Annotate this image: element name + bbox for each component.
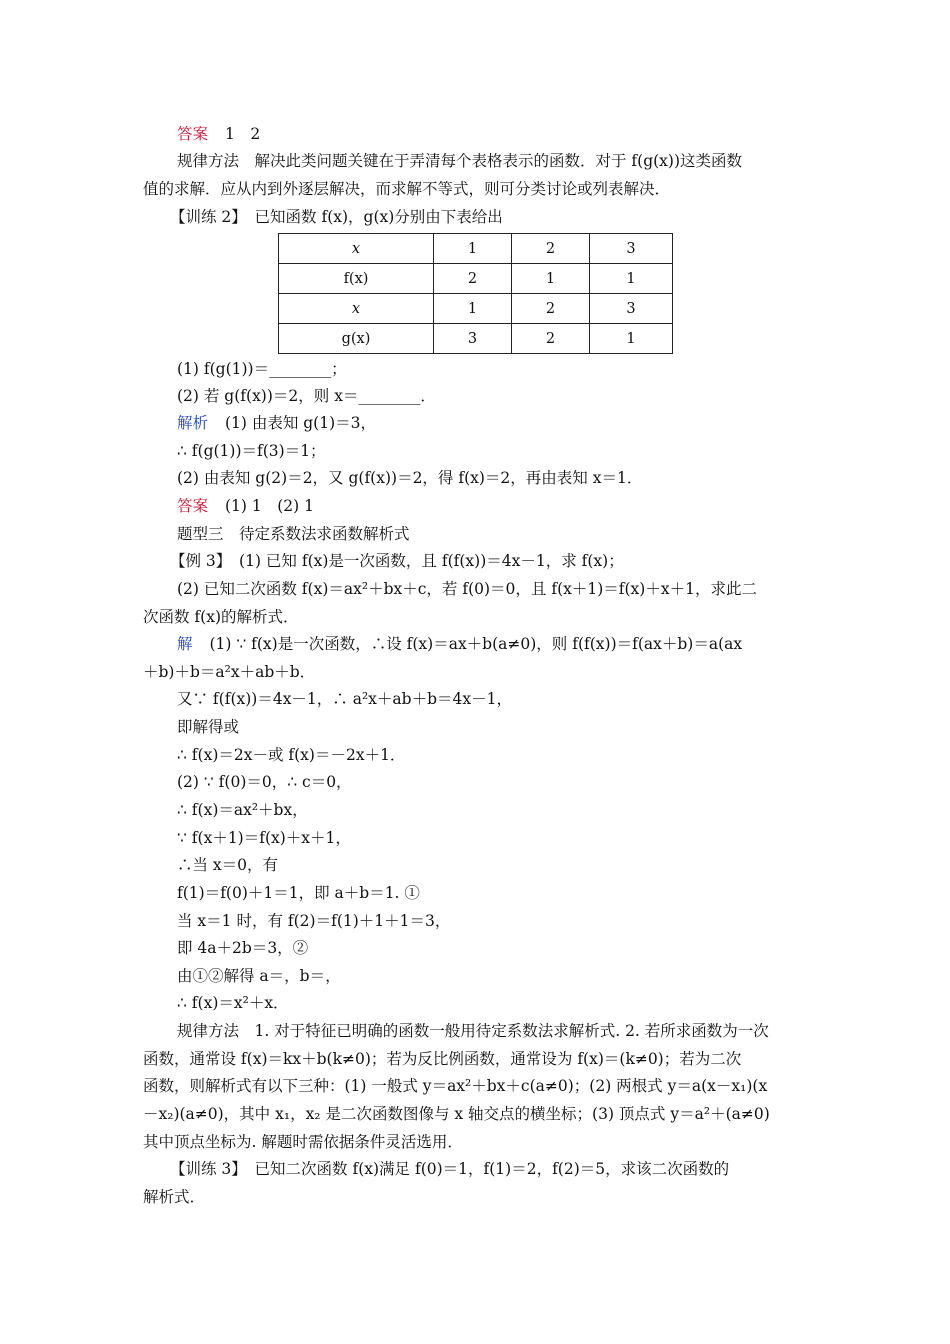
- exercise-3-cont: 解析式．: [143, 1188, 206, 1206]
- method-2-line-1: 规律方法 1. 对于特征已明确的函数一般用待定系数法求解析式. 2. 若所求函数为一次: [177, 1022, 769, 1040]
- solution-line-8: ∵ f(x＋1)＝f(x)＋x＋1，: [177, 829, 351, 847]
- method-2-line-2: 函数，通常设 f(x)＝kx＋b(k≠0)；若为反比例函数，通常设为 f(x)＝(k≠0)；若为二次: [143, 1050, 742, 1068]
- method-2-line-4: －x₂)(a≠0)，其中 x₁，x₂ 是二次函数图像与 x 轴交点的横坐标；(3) 顶点式 y＝a²＋(a≠0): [143, 1105, 770, 1123]
- solution-line-1: [177, 634, 742, 654]
- section-heading: 题型三 待定系数法求函数解析式: [177, 525, 410, 543]
- solution-line-10: f(1)＝f(0)＋1＝1，即 a＋b＝1. ①: [177, 884, 420, 902]
- table-row: [279, 264, 673, 294]
- example-3-part-2: (2) 已知二次函数 f(x)＝ax²＋bx＋c，若 f(0)＝0，且 f(x＋1)＝f(x)＋x＋1，求此二: [177, 580, 757, 598]
- answer-line-2: [177, 496, 314, 516]
- analysis-label: 解析: [177, 414, 209, 432]
- table-cell: 3: [434, 324, 512, 354]
- exercise-2-heading: 【训练 2】 已知函数 f(x)，g(x)分别由下表给出: [170, 208, 503, 226]
- table-cell: x: [279, 294, 434, 324]
- table-row: [279, 234, 673, 264]
- solution-text: (1) ∵ f(x)是一次函数，∴设 f(x)＝ax＋b(a≠0)，则 f(f(x))＝f(ax＋b)＝a(ax: [209, 635, 743, 653]
- question-1: (1) f(g(1))＝________；: [177, 360, 347, 378]
- solution-line-9: ∴当 x＝0，有: [177, 856, 279, 874]
- table-cell: 1: [434, 294, 512, 324]
- example-3-part-2-cont: 次函数 f(x)的解析式．: [143, 608, 299, 626]
- solution-line-3: 又∵ f(f(x))＝4x－1，∴ a²x＋ab＋b＝4x－1，: [177, 690, 512, 708]
- table-cell: 1: [590, 324, 673, 354]
- solution-line-14: ∴ f(x)＝x²＋x．: [177, 994, 289, 1012]
- example-3-heading: 【例 3】 (1) 已知 f(x)是一次函数，且 f(f(x))＝4x－1，求 f(x)；: [170, 552, 624, 570]
- table-cell: 1: [512, 264, 590, 294]
- solution-line-11: 当 x＝1 时，有 f(2)＝f(1)＋1＋1＝3，: [177, 912, 451, 930]
- solution-line-4: 即解得或: [177, 718, 240, 736]
- solution-line-2: ＋b)＋b＝a²x＋ab＋b．: [143, 663, 316, 681]
- table-cell: 3: [590, 294, 673, 324]
- method-text-2: 值的求解．应从内到外逐层解决，而求解不等式，则可分类讨论或列表解决．: [143, 180, 671, 198]
- analysis-line-2: ∴ f(g(1))＝f(3)＝1；: [177, 442, 326, 460]
- analysis-line-3: (2) 由表知 g(2)＝2，又 g(f(x))＝2，得 f(x)＝2，再由表知 x＝1．: [177, 469, 643, 487]
- table-cell: 2: [512, 294, 590, 324]
- method-text-1: 规律方法 解决此类问题关键在于弄清每个表格表示的函数．对于 f(g(x))这类函数: [177, 152, 743, 170]
- solution-label: 解: [177, 635, 193, 653]
- table-cell: 2: [512, 324, 590, 354]
- answer-line-1: [177, 124, 260, 144]
- answer-value: 1 2: [224, 125, 261, 143]
- analysis-line-1: [177, 413, 376, 433]
- table-cell: 2: [434, 264, 512, 294]
- answer-label: 答案: [177, 125, 209, 143]
- solution-line-7: ∴ f(x)＝ax²＋bx，: [177, 801, 308, 819]
- answer-label: 答案: [177, 497, 209, 515]
- table-cell: 3: [590, 234, 673, 264]
- solution-line-5: ∴ f(x)＝2x－或 f(x)＝－2x＋1．: [177, 746, 406, 764]
- table-cell: 1: [434, 234, 512, 264]
- table-cell: f(x): [279, 264, 434, 294]
- table-cell: 2: [512, 234, 590, 264]
- method-2-line-3: 函数，则解析式有以下三种：(1) 一般式 y＝ax²＋bx＋c(a≠0)；(2) 两根式 y＝a(x－x₁)(x: [143, 1077, 768, 1095]
- table-cell: 1: [590, 264, 673, 294]
- table-cell: x: [279, 234, 434, 264]
- analysis-text: (1) 由表知 g(1)＝3，: [224, 414, 377, 432]
- solution-line-6: (2) ∵ f(0)＝0，∴ c＝0，: [177, 773, 352, 791]
- solution-line-13: 由①②解得 a＝，b＝，: [177, 967, 341, 985]
- method-2-line-5: 其中顶点坐标为. 解题时需依据条件灵活选用．: [143, 1133, 463, 1151]
- answer-value: (1) 1 (2) 1: [224, 497, 314, 515]
- table-cell: g(x): [279, 324, 434, 354]
- solution-line-12: 即 4a＋2b＝3，②: [177, 939, 309, 957]
- function-table: [278, 233, 673, 354]
- exercise-3-heading: 【训练 3】 已知二次函数 f(x)满足 f(0)＝1，f(1)＝2，f(2)＝5，求该二次函数的: [170, 1160, 730, 1178]
- question-2: (2) 若 g(f(x))＝2，则 x＝________．: [177, 387, 436, 405]
- table-row: [279, 294, 673, 324]
- table-row: [279, 324, 673, 354]
